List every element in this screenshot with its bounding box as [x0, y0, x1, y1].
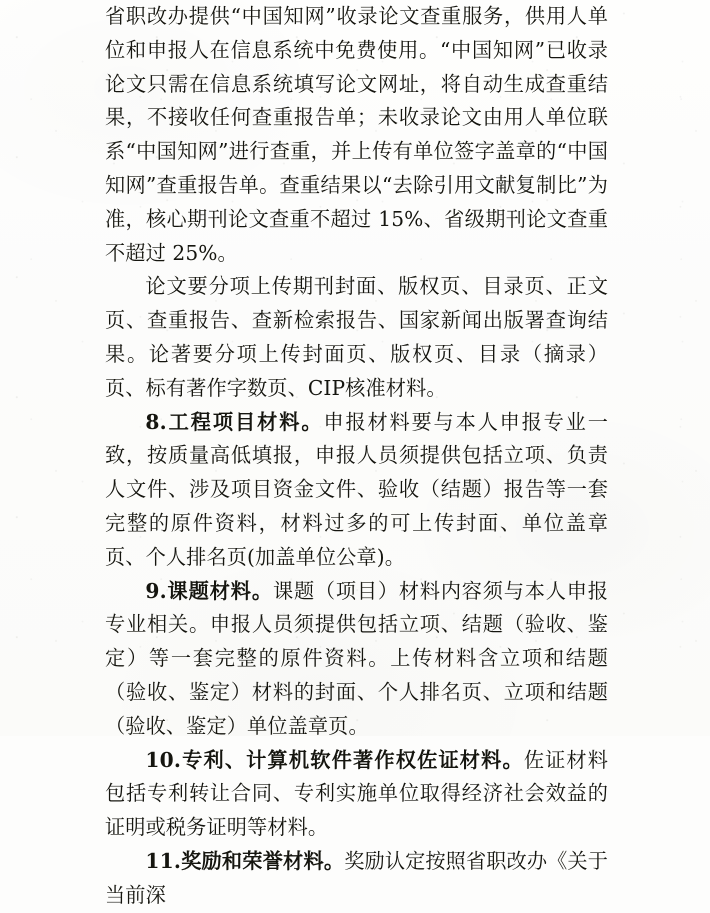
paragraph-text: 申报材料要与本人申报专业一致，按质量高低填报，申报人员须提供包括立项、负责人文件、涉及项目资金文件、验收（结题）报告等一套完整的原件资料，材料过多的可上传封面、单位盖章页、个人排名页(加盖单位公章)。 — [105, 409, 608, 569]
paragraph-text: 佐证材料包括专利转让合同、专利实施单位取得经济社会效益的证明或税务证明等材料。 — [105, 747, 608, 840]
paragraph-lead-11: 11.奖励和荣誉材料。 — [145, 848, 345, 873]
paragraph-item-10-patent-software-copyright — [105, 744, 608, 845]
paragraph-text: 论文要分项上传期刊封面、版权页、目录页、正文页、查重报告、查新检索报告、国家新闻出版署查询结果。论著要分项上传封面页、版权页、目录（摘录）页、标有著作字数页、CIP核准材料。 — [105, 274, 608, 400]
paragraph-lead-10: 10.专利、计算机软件著作权佐证材料。 — [145, 747, 524, 772]
paragraph-item-8-engineering-project — [105, 406, 608, 575]
paragraph-lead-8: 8.工程项目材料。 — [145, 409, 324, 434]
paragraph-thesis-upload — [105, 270, 608, 405]
paragraph-text: 奖励认定按照省职改办《关于当前深 — [105, 848, 608, 907]
paragraph-lead-9: 9.课题材料。 — [145, 578, 273, 603]
paragraph-item-9-research-topic — [105, 575, 608, 744]
document-text-body — [105, 0, 608, 907]
paragraph-text: 课题（项目）材料内容须与本人申报专业相关。申报人员须提供包括立项、结题（验收、鉴定）等一套完整的原件资料。上传材料含立项和结题（验收、鉴定）材料的封面、个人排名页、立项和结题（验收、鉴定）单位盖章页。 — [105, 578, 608, 738]
paragraph-item-11-awards-honors — [105, 845, 608, 913]
paragraph-text: 省职改办提供“中国知网”收录论文查重服务，供用人单位和申报人在信息系统中免费使用。“中国知网”已收录论文只需在信息系统填写论文网址，将自动生成查重结果，不接收任何查重报告单；未收录论文由用人单位联系“中国知网”进行查重，并上传有单位签字盖章的“中国知网”查重报告单。查重结果以“去除引用文献复制比”为准，核心期刊论文查重不超过 15%、省级期刊论文查重不超过 25%。 — [105, 4, 608, 265]
paragraph-plagiarism-check — [105, 0, 608, 270]
